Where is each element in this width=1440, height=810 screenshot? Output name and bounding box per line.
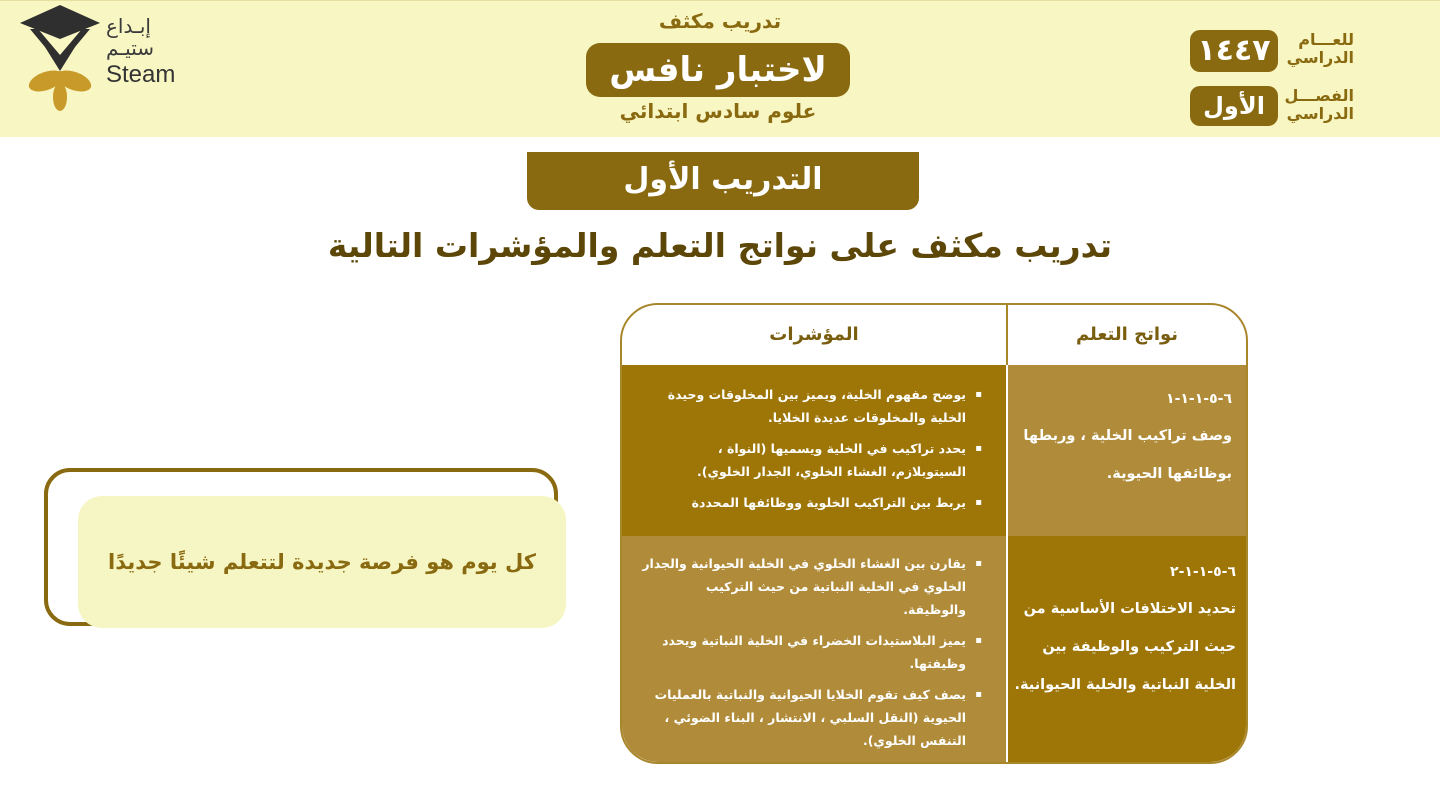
indicator-item: ▪ يميز البلاستيدات الخضراء في الخلية النباتية ويحدد وظيفتها.: [642, 629, 966, 675]
outcome-code: ٦-٥-١-١-٢: [1170, 564, 1236, 580]
header-outcomes: نواتج التعلم: [1075, 324, 1179, 345]
semester-label: الفصـــل الدراسي: [1284, 86, 1354, 123]
logo-arabic-line1: إبـداع: [106, 14, 151, 38]
semester-badge: الأول: [1190, 86, 1278, 126]
header-subject: علوم سادس ابتدائي: [619, 99, 817, 123]
year-badge: ١٤٤٧: [1190, 30, 1278, 72]
outcome-code: ٦-٥-١-١-١: [1166, 391, 1232, 407]
page-subtitle: تدريب مكثف على نواتج التعلم والمؤشرات التالية: [327, 226, 1113, 265]
row2-outcome: [1008, 536, 1246, 762]
indicator-item: ▪ يصف كيف تقوم الخلايا الحيوانية والنباتية بالعمليات الحيوية (النقل السلبي ، الانتشار ، البناء الضوئي ، التنفس الخلوي).: [642, 683, 966, 752]
indicator-item: ▪ يوضح مفهوم الخلية، ويميز بين المخلوقات وحيدة الخلية والمخلوقات عديدة الخلايا.: [642, 383, 966, 429]
row1-indicators: [622, 365, 1006, 536]
indicator-item: ▪ يربط بين التراكيب الخلوية ووظائفها المحددة: [642, 491, 966, 514]
indicator-item: ▪ يحدد تراكيب في الخلية ويسميها (النواة ، السيتوبلازم، الغشاء الخلوي، الجدار الخلوي).: [642, 437, 966, 483]
outcome-text: تحديد الاختلافات الأساسية من حيث التركيب والوظيفة بين الخلية النباتية والخلية الحيوانية.: [1014, 601, 1236, 693]
indicator-item: ▪ يقارن بين الغشاء الخلوي في الخلية الحيوانية والجدار الخلوي في الخلية النباتية من حيث التركيب والوظيفة.: [642, 552, 966, 621]
quote-card: [78, 496, 566, 628]
logo-english: Steam: [106, 61, 176, 88]
row2-indicators: [622, 536, 1006, 762]
outcomes-table: [620, 303, 1248, 764]
outcome-text: وصف تراكيب الخلية ، وربطها بوظائفها الحيوية.: [1023, 428, 1232, 482]
quote-text: كل يوم هو فرصة جديدة لتتعلم شيئًا جديدًا: [108, 550, 536, 574]
header-banner: [0, 0, 1440, 137]
training-title-tab: التدريب الأول: [527, 152, 919, 210]
header-indicators: المؤشرات: [622, 305, 1008, 365]
header-top-line: تدريب مكثف: [658, 9, 782, 33]
year-label: للعـــام الدراسي: [1286, 30, 1354, 67]
logo-arabic-line2: ستيـم: [106, 36, 154, 60]
row1-outcome: [1008, 365, 1246, 536]
header-title-pill: لاختبار نافس: [586, 43, 850, 97]
